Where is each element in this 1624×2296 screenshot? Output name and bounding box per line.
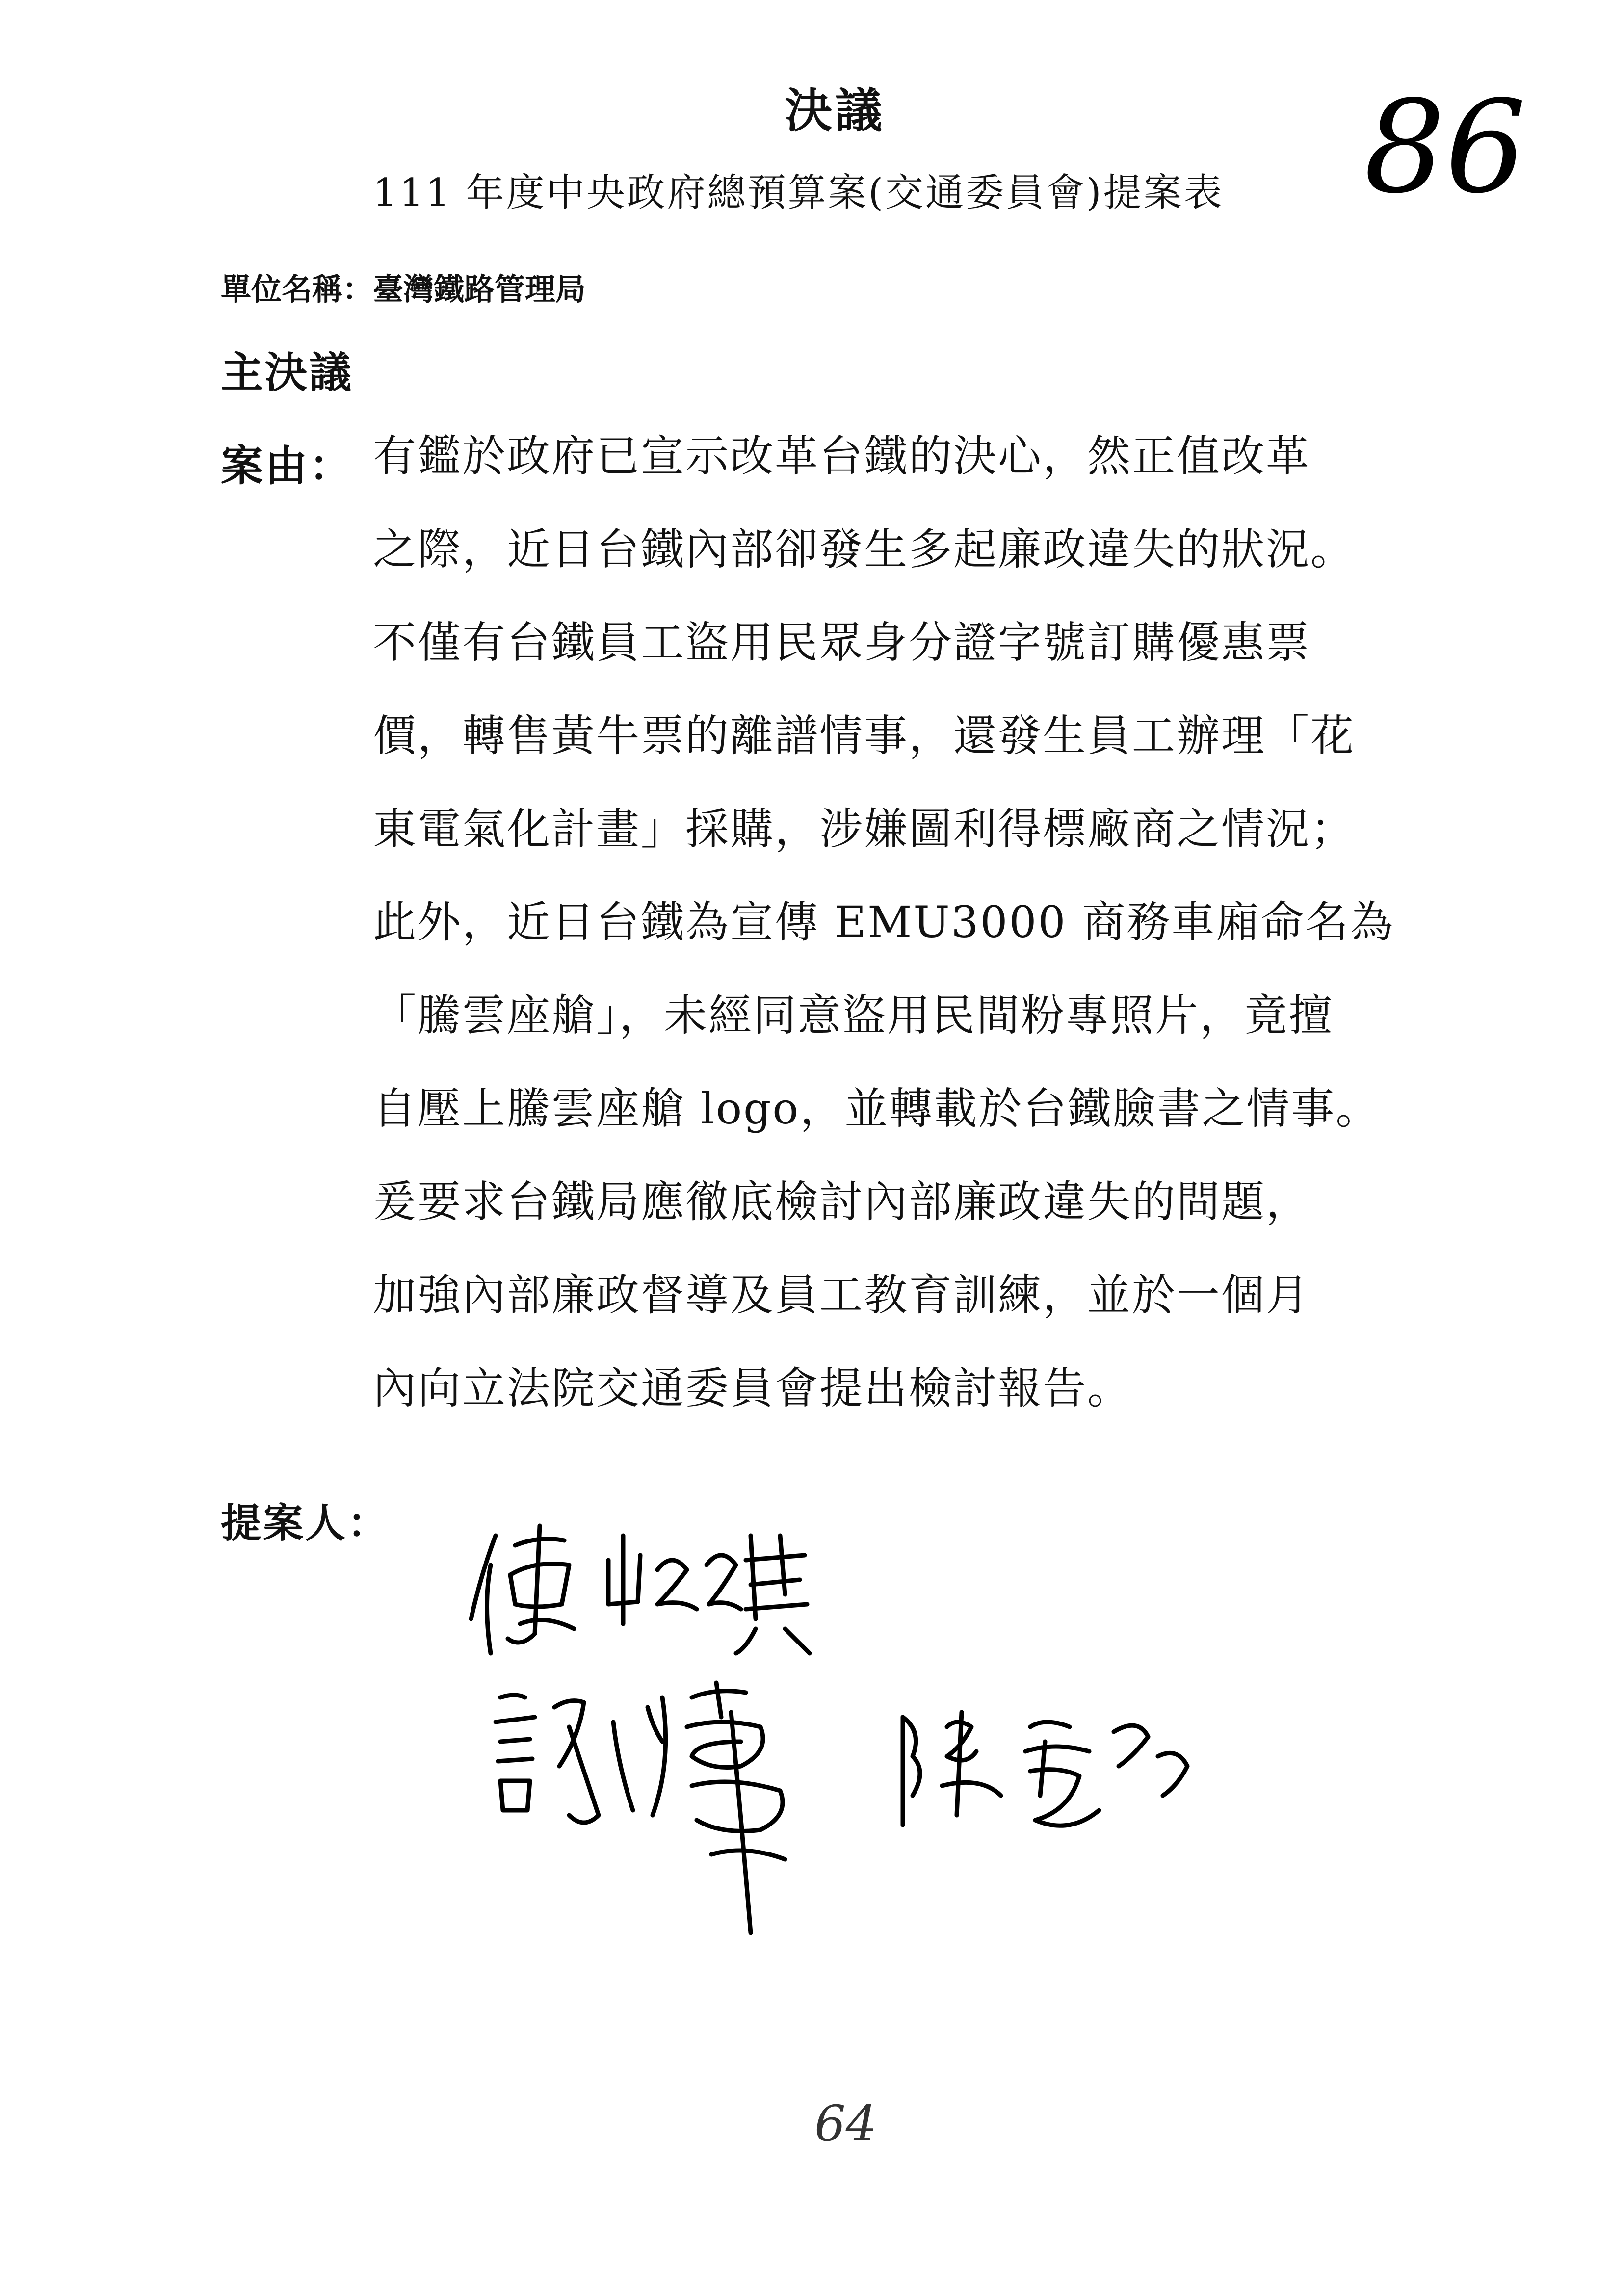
signature-fu-kun-chi [461, 1506, 814, 1663]
document-title: 決議 [785, 83, 885, 138]
document-subtitle: 111 年度中央政府總預算案(交通委員會)提案表 [373, 171, 1224, 215]
section-heading: 主決議 [221, 348, 353, 397]
reason-line: 有鑑於政府已宣示改革台鐵的決心，然正值改革 [373, 431, 1311, 481]
reason-line: 「騰雲座艙」，未經同意盜用民間粉專照片，竟擅 [373, 990, 1334, 1041]
reason-line: 加強內部廉政督導及員工教育訓練，並於一個月 [373, 1270, 1311, 1320]
reason-label: 案由： [221, 442, 353, 491]
reason-line: 之際，近日台鐵內部卻發生多起廉政違失的狀況。 [373, 524, 1356, 574]
handwritten-case-number: 86 [1364, 74, 1526, 222]
unit-name-line: 單位名稱：臺灣鐵路管理局 [221, 271, 586, 307]
reason-line: 內向立法院交通委員會提出檢討報告。 [373, 1363, 1132, 1413]
reason-line: 價，轉售黃牛票的離譜情事，還發生員工辦理「花 [373, 710, 1356, 761]
reason-line: 東電氣化計畫」採購，涉嫌圖利得標廠商之情況； [373, 804, 1356, 854]
signature-chen-hsueh-sheng [883, 1697, 1227, 1845]
reason-line: 不僅有台鐵員工盜用民眾身分證字號訂購優惠票 [373, 617, 1311, 668]
reason-line: 此外，近日台鐵為宣傳 EMU3000 商務車廂命名為 [373, 897, 1395, 947]
page-number: 64 [814, 2095, 877, 2152]
signature-hsu-shu-hua [486, 1668, 878, 1943]
reason-line: 自壓上騰雲座艙 logo，並轉載於台鐵臉書之情事。 [373, 1083, 1381, 1134]
reason-line: 爰要求台鐵局應徹底檢討內部廉政違失的問題， [373, 1176, 1311, 1227]
proposer-label: 提案人： [221, 1500, 390, 1547]
